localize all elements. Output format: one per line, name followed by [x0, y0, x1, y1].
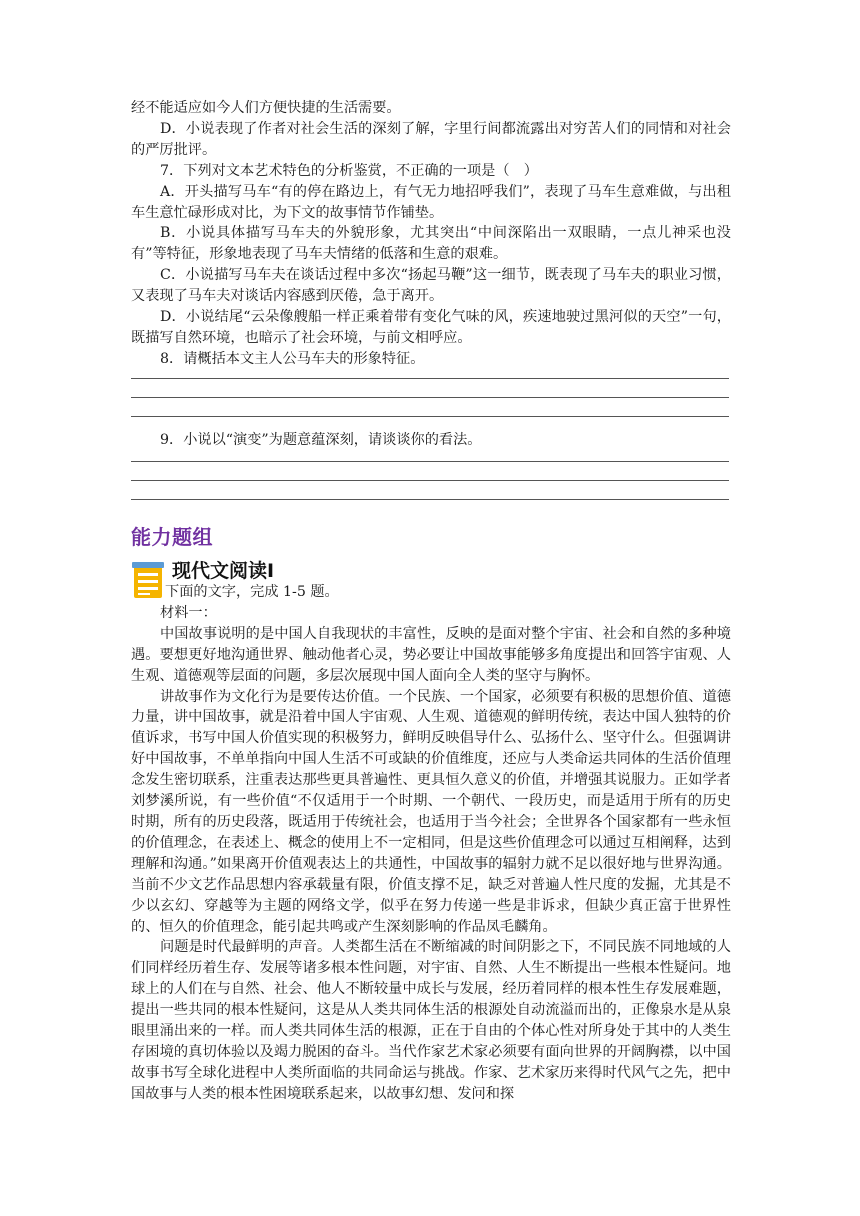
answer-line: [131, 480, 729, 481]
passage-paragraph-1: 中国故事说明的是中国人自我现状的丰富性，反映的是面对整个宇宙、社会和自然的多种境遇。要想更好地沟通世界、触动他者心灵，势必要让中国故事能够多角度提出和回答宇宙观、人生观、道德观等层面的问题，多层次展现中国人面向全人类的坚守与胸怀。: [131, 625, 731, 684]
answer-line: [131, 416, 729, 417]
question-7-option-b: B．小说具体描写马车夫的外貌形象，尤其突出“中间深陷出一双眼睛，一点儿神采也没有”等特征，形象地表现了马车夫情绪的低落和生意的艰难。: [131, 225, 731, 263]
reading-title: 现代文阅读Ⅰ: [172, 560, 275, 582]
passage-paragraph-3: 问题是时代最鲜明的声音。人类都生活在不断缩减的时间阴影之下，不同民族不同地域的人们同样经历着生存、发展等诸多根本性问题，对宇宙、自然、人生不断提出一些根本性疑问。地球上的人们在与自然、社会、他人不断较量中成长与发展，经历着同样的根本性生存发展难题，提出一些共同的根本性疑问，这是从人类共同体生活的根源处自动流溢而出的，正像泉水是从泉眼里涌出来的一样。而人类共同体生活的根源，正在于自由的个体心性对所身处于其中的人类生存困境的真切体验以及竭力脱困的奋斗。当代作家艺术家必须要有面向世界的开阔胸襟，以中国故事书写全球化进程中人类所面临的共同命运与挑战。作家、艺术家历来得时代风气之先，把中国故事与人类的根本性困境联系起来，以故事幻想、发问和探: [131, 939, 731, 1102]
answer-line: [131, 461, 729, 462]
question-7: 7．下列对文本艺术特色的分析鉴赏，不正确的一项是（ ）: [160, 162, 538, 179]
section-title: 能力题组: [131, 525, 213, 549]
passage-paragraph-2: 讲故事作为文化行为是要传达价值。一个民族、一个国家，必须要有积极的思想价值、道德力量，讲中国故事，就是沿着中国人宇宙观、人生观、道德观的鲜明传统，表达中国人独特的价值诉求，书写中国人价值实现的积极努力，鲜明反映倡导什么、弘扬什么、坚守什么。但强调讲好中国故事，不单单指向中国人生活不可或缺的价值维度，还应与人类命运共同体的生活价值理念发生密切联系，注重表达那些更具普遍性、更具恒久意义的价值，并增强其说服力。正如学者刘梦溪所说，有一些价值“不仅适用于一个时期、一个朝代、一段历史，而是适用于所有的历史时期，所有的历史段落，既适用于传统社会，也适用于当今社会；全世界各个国家都有一些永恒的价值理念，在表述上、概念的使用上不一定相同，但是这些价值理念可以通过互相阐释，达到理解和沟通。”如果离开价值观表达上的共通性，中国故事的辐射力就不足以很好地与世界沟通。当前不少文艺作品思想内容承载量有限，价值支撑不足，缺乏对普遍人性尺度的发掘，尤其是不少以玄幻、穿越等为主题的网络文学，似乎在努力传递一些是非诉求，但缺少真正富于世界性的、恒久的价值理念，能引起共鸣或产生深刻影响的作品凤毛麟角。: [131, 688, 731, 935]
option-d-prev: D．小说表现了作者对社会生活的深刻了解，字里行间都流露出对穷苦人们的同情和对社会的严厉批评。: [131, 120, 731, 158]
answer-line: [131, 499, 729, 500]
answer-line: [131, 378, 729, 379]
question-7-option-a: A．开头描写马车“有的停在路边上，有气无力地招呼我们”，表现了马车生意难做，与出租车生意忙碌形成对比，为下文的故事情节作铺垫。: [131, 183, 731, 221]
question-8: 8．请概括本文主人公马车夫的形象特征。: [160, 350, 425, 367]
answer-lines-q9: [131, 451, 731, 511]
reading-passage: [131, 582, 731, 1105]
material-label: 材料一：: [160, 604, 217, 621]
reading-instruction: 下面的文字，完成 1-5 题。: [165, 584, 339, 600]
question-7-option-c: C．小说描写马车夫在谈话过程中多次“扬起马鞭”这一细节，既表现了马车夫的职业习惯，又表现了马车夫对谈话内容感到厌倦，急于离开。: [131, 267, 731, 305]
question-9: 9．小说以“演变”为题意蕴深刻，请谈谈你的看法。: [160, 431, 482, 448]
answer-lines-q8: [131, 370, 731, 430]
answer-line: [131, 397, 729, 398]
paragraph-continuation: 经不能适应如今人们方便快捷的生活需要。: [131, 100, 401, 116]
top-section: [131, 98, 731, 511]
question-7-option-d: D．小说结尾“云朵像艘船一样正乘着带有变化气味的风，疾速地驶过黑河似的天空”一句，既描写自然环境，也暗示了社会环境，与前文相呼应。: [131, 309, 731, 346]
